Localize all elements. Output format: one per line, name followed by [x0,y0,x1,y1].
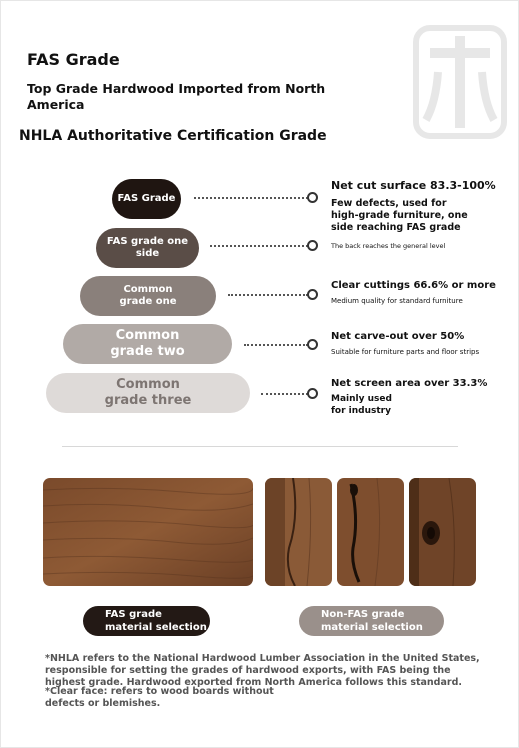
grade-desc-common-three [331,377,511,417]
nonfas-wood-sample-image-2 [337,478,404,586]
grade-desc-common-two [331,330,511,357]
page-title: FAS Grade [27,50,120,69]
grade-pill-common-two: Common grade two [63,324,232,364]
connector-line-fas-one-side [210,245,308,247]
connector-line-common-two [244,344,308,346]
connector-node-common-one [307,289,318,300]
grade-pill-fas-one-side: FAS grade one side [96,228,199,268]
section-title: NHLA Authoritative Certification Grade [19,128,327,144]
connector-line-common-three [261,393,308,395]
grade-desc-fas [331,179,511,251]
grade-desc-body: Mainly used for industry [331,394,392,416]
grade-pill-common-one: Common grade one [80,276,216,316]
fas-wood-sample-image [43,478,253,586]
connector-line-fas [194,197,308,199]
grade-desc-small: The back reaches the general level [331,242,446,250]
connector-node-fas-one-side [307,240,318,251]
page-subtitle: Top Grade Hardwood Imported from North America [27,81,326,112]
connector-node-common-three [307,388,318,399]
nhla-footnote: *NHLA refers to the National Hardwood Lumber Association in the United States, responsible for setting the grades of hardwood exports, with FAS being the highest grade. Hardwood exported from North America follows this standard. [45,653,480,688]
connector-node-fas [307,192,318,203]
grade-desc-common-one [331,279,511,306]
nonfas-wood-sample-image-3 [409,478,476,586]
brand-watermark-icon [408,22,512,142]
nonfas-material-selection-label: Non-FAS grade material selection [299,606,444,636]
section-divider [62,446,458,447]
grade-desc-headline: Net screen area over 33.3% [331,378,488,389]
grade-desc-headline: Net cut surface 83.3-100% [331,179,496,192]
grade-pill-fas: FAS Grade [112,179,181,219]
grade-desc-small: Suitable for furniture parts and floor strips [331,348,480,356]
grade-pill-common-three: Common grade three [46,373,250,413]
connector-node-common-two [307,339,318,350]
grade-desc-body: Few defects, used for high-grade furniture, one side reaching FAS grade [331,198,468,233]
grade-desc-headline: Net carve-out over 50% [331,331,465,342]
nonfas-wood-sample-image-1 [265,478,332,586]
connector-line-common-one [228,294,308,296]
grade-desc-small: Medium quality for standard furniture [331,297,463,305]
clear-face-footnote: *Clear face: refers to wood boards without defects or blemishes. [45,686,274,709]
fas-material-selection-label: FAS grade material selection [83,606,210,636]
grade-desc-headline: Clear cuttings 66.6% or more [331,280,496,291]
